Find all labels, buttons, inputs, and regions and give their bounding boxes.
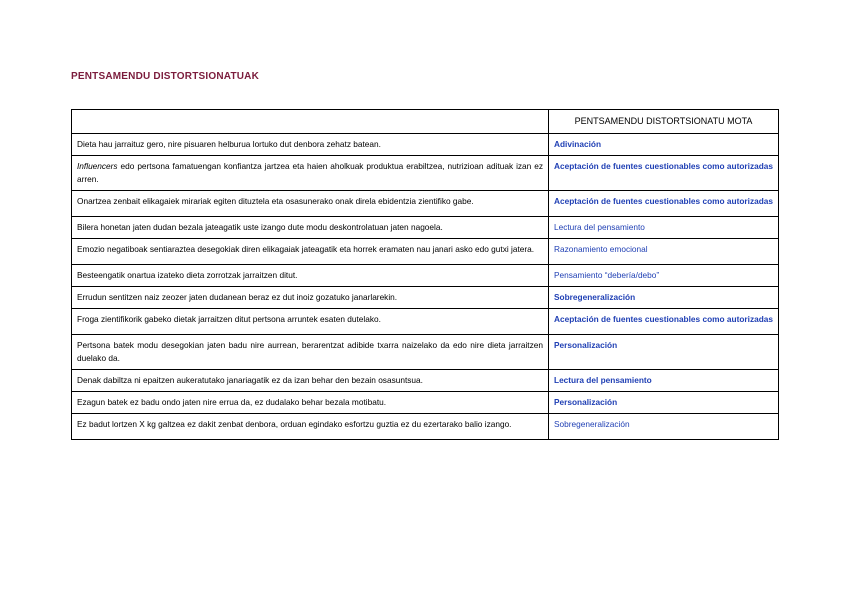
table-row <box>72 287 779 309</box>
statement-cell <box>72 392 549 414</box>
table-row <box>72 392 779 414</box>
page-title: PENTSAMENDU DISTORTSIONATUAK <box>71 71 260 82</box>
table-row <box>72 217 779 239</box>
header-statement <box>72 110 549 134</box>
statement-cell <box>72 217 549 239</box>
statement-text: Pertsona batek modu desegokian jaten badu nire aurrean, berarentzat adibide txarra naizelako da edo nire dieta jarraitzen duelako da. <box>77 340 543 363</box>
statement-text: Bilera honetan jaten dudan bezala jateagatik uste izango dute modu deskontrolatuan jaten nagoela. <box>77 222 443 232</box>
distortion-type-cell: Adivinación <box>549 134 779 156</box>
table-row <box>72 239 779 265</box>
statement-text: Denak dabiltza ni epaitzen aukeratutako janariagatik ez da izan behar den bezain osasuntsua. <box>77 375 423 385</box>
statement-cell <box>72 287 549 309</box>
statement-cell <box>72 335 549 370</box>
statement-text: Froga zientifikorik gabeko dietak jarraitzen ditut pertsona arruntek esaten dutelako. <box>77 314 381 324</box>
statement-text: Ez badut lortzen X kg galtzea ez dakit zenbat denbora, orduan egindako esfortzu guztia ez du ezertarako balio izango. <box>77 419 512 429</box>
table-row <box>72 309 779 335</box>
table-row <box>72 335 779 370</box>
statement-cell <box>72 370 549 392</box>
statement-cell <box>72 134 549 156</box>
table-header-row <box>72 110 779 134</box>
statement-text: Emozio negatiboak sentiaraztea desegokiak diren elikagaiak jateagatik eta horrek eramaten nau janari asko edo gutxi jatera. <box>77 244 535 254</box>
statement-cell <box>72 191 549 217</box>
distortion-type-cell: Pensamiento “debería/debo” <box>549 265 779 287</box>
statement-cell <box>72 156 549 191</box>
distortion-type-cell: Sobregeneralización <box>549 287 779 309</box>
table-row <box>72 134 779 156</box>
table-row <box>72 370 779 392</box>
table-row <box>72 191 779 217</box>
distortion-type-cell: Aceptación de fuentes cuestionables como autorizadas <box>549 191 779 217</box>
statement-cell <box>72 414 549 440</box>
distortion-type-cell: Razonamiento emocional <box>549 239 779 265</box>
distortion-type-cell: Aceptación de fuentes cuestionables como autorizadas <box>549 156 779 191</box>
table-row <box>72 265 779 287</box>
table-row <box>72 414 779 440</box>
distortion-type-cell: Aceptación de fuentes cuestionables como autorizadas <box>549 309 779 335</box>
statement-emphasis: Influencers <box>77 161 118 171</box>
distortion-type-cell: Lectura del pensamiento <box>549 370 779 392</box>
distortions-table <box>71 109 779 440</box>
header-distortion-type: PENTSAMENDU DISTORTSIONATU MOTA <box>549 110 779 134</box>
distortion-type-cell: Personalización <box>549 392 779 414</box>
distortion-type-cell: Personalización <box>549 335 779 370</box>
statement-text: edo pertsona famatuengan konfiantza jartzea eta haien aholkuak produktua erabiltzea, nutrizioan adituak izan ez arren. <box>77 161 543 184</box>
statement-cell <box>72 265 549 287</box>
statement-text: Errudun sentitzen naiz zeozer jaten dudanean beraz ez dut inoiz gozatuko janarlarekin. <box>77 292 398 302</box>
statement-text: Onartzea zenbait elikagaiek mirariak egiten dituztela eta osasunerako onak direla ebidentzia zientifiko gabe. <box>77 196 474 206</box>
table-row <box>72 156 779 191</box>
distortion-type-cell: Lectura del pensamiento <box>549 217 779 239</box>
table-body <box>72 134 779 440</box>
statement-cell <box>72 239 549 265</box>
statement-text: Besteengatik onartua izateko dieta zorrotzak jarraitzen ditut. <box>77 270 298 280</box>
statement-text: Dieta hau jarraituz gero, nire pisuaren helburua lortuko dut denbora zehatz batean. <box>77 139 381 149</box>
distortion-type-cell: Sobregeneralización <box>549 414 779 440</box>
statement-cell <box>72 309 549 335</box>
statement-text: Ezagun batek ez badu ondo jaten nire errua da, ez dudalako behar bezala motibatu. <box>77 397 387 407</box>
